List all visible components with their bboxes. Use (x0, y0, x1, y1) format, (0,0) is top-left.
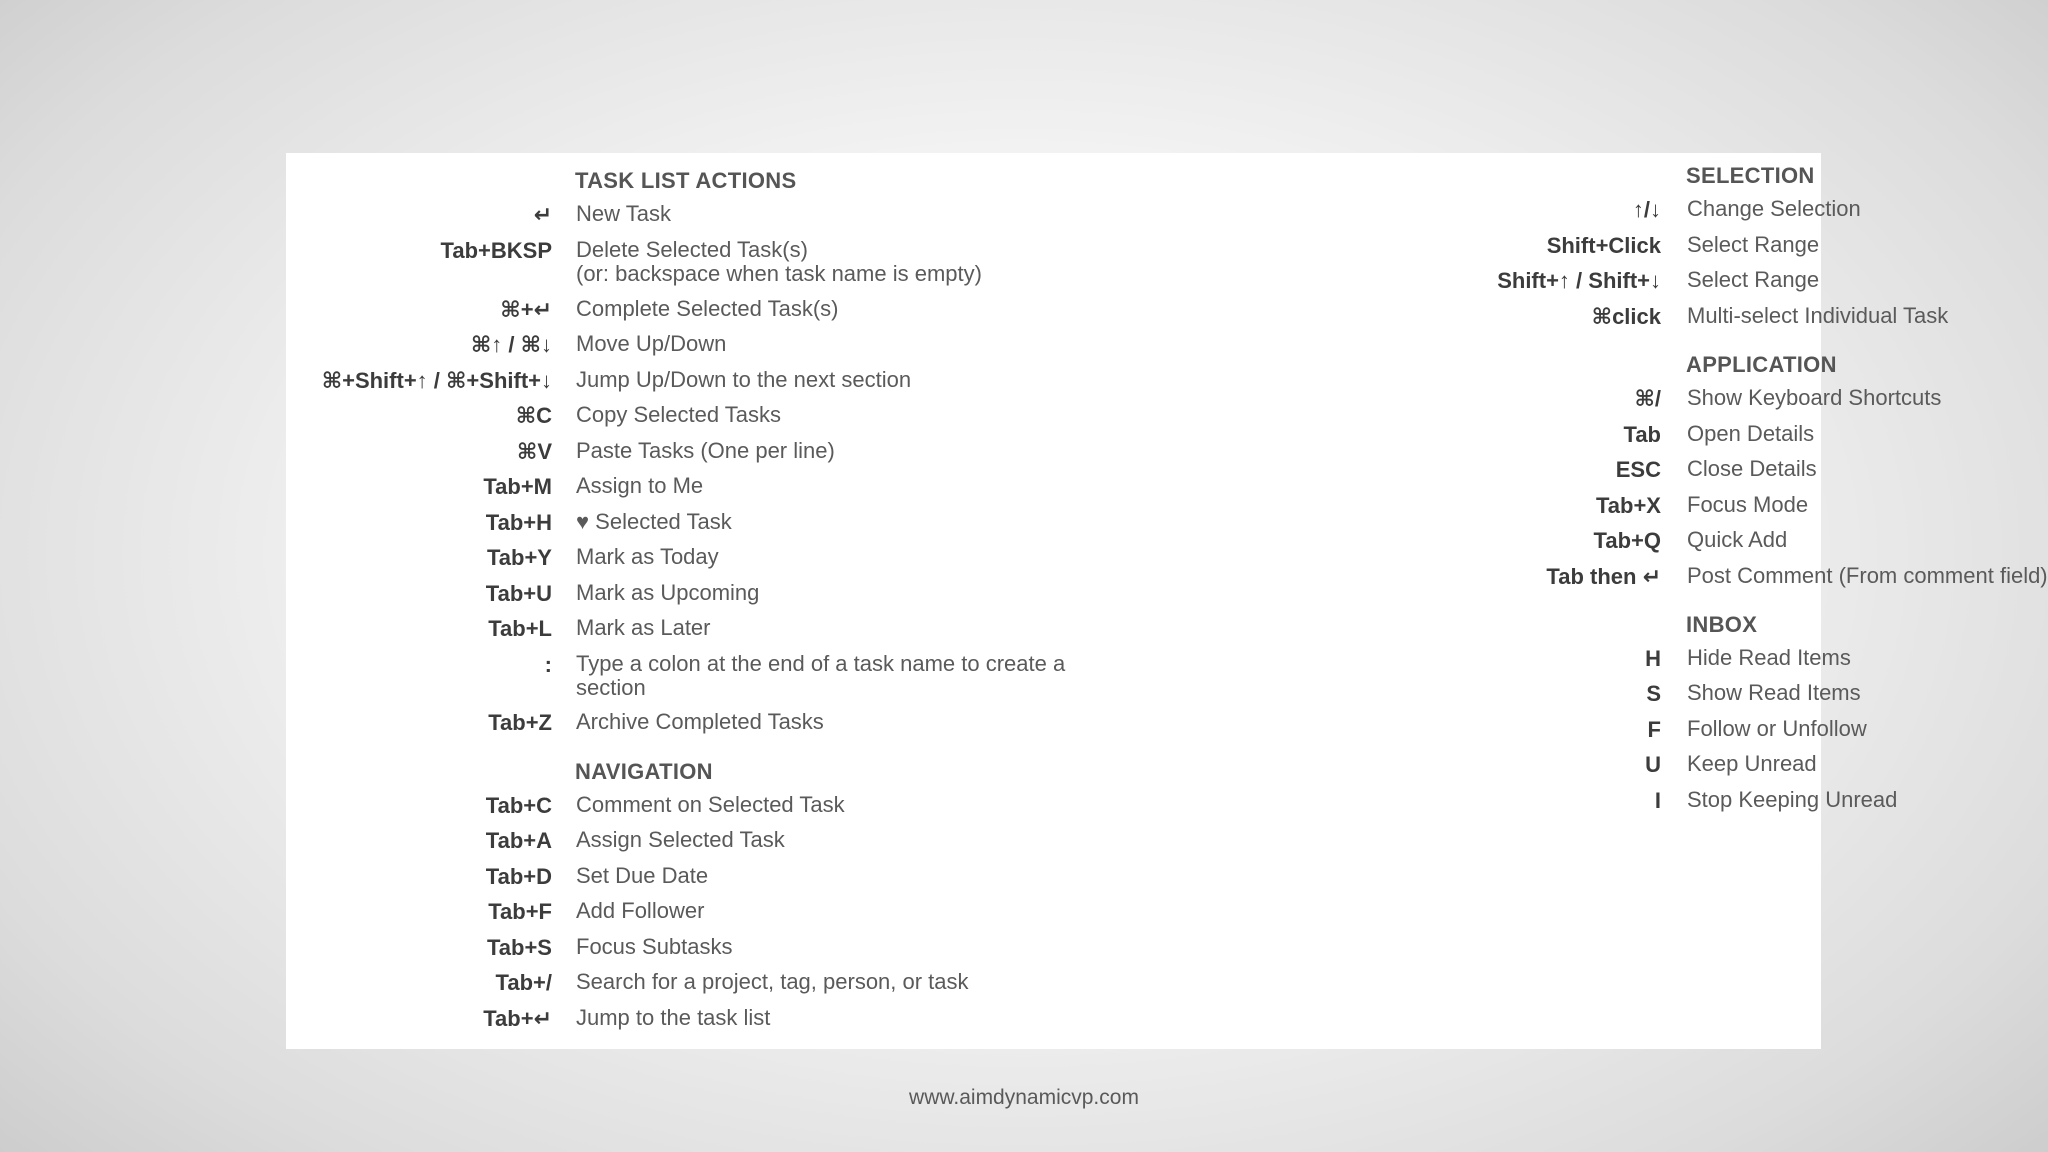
section-heading-selection: SELECTION (1686, 163, 1815, 188)
shortcut-desc: Focus Mode (1687, 492, 1809, 517)
shortcut-desc: Assign to Me (576, 473, 704, 498)
shortcut-key: Tab+X (1595, 493, 1661, 518)
shortcut-key: ⌘↑ / ⌘↓ (470, 332, 552, 357)
shortcut-key: Tab+F (488, 899, 552, 924)
shortcut-key: Tab+H (485, 510, 552, 535)
shortcut-key: Tab+Z (488, 710, 552, 735)
shortcut-desc: Keep Unread (1687, 751, 1817, 776)
shortcut-desc-note: section (576, 675, 646, 700)
shortcut-key: Tab+C (485, 793, 552, 818)
shortcut-key: ⌘V (516, 439, 552, 464)
shortcut-desc: Post Comment (From comment field) (1687, 563, 2048, 588)
shortcut-desc: Show Read Items (1687, 680, 1861, 705)
shortcut-desc: Jump Up/Down to the next section (576, 367, 912, 392)
shortcut-desc-note: (or: backspace when task name is empty) (576, 261, 982, 286)
shortcut-desc: Move Up/Down (576, 331, 727, 356)
shortcut-key: ⌘+↵ (500, 297, 552, 322)
shortcut-key: Tab+U (485, 581, 552, 606)
shortcut-key: Tab+L (488, 616, 552, 641)
shortcut-key: ⌘+Shift+↑ / ⌘+Shift+↓ (321, 368, 552, 393)
shortcut-desc-main: Delete Selected Task(s) (576, 237, 808, 262)
shortcut-key: Tab+Y (486, 545, 552, 570)
section-heading-inbox: INBOX (1686, 612, 1758, 637)
shortcut-desc: Focus Subtasks (576, 934, 733, 959)
shortcut-key: U (1645, 752, 1661, 777)
shortcut-key: Tab then ↵ (1546, 564, 1661, 589)
shortcut-desc: Set Due Date (576, 863, 709, 888)
shortcut-desc: New Task (576, 201, 671, 226)
shortcut-key: S (1646, 681, 1661, 706)
shortcut-desc: Copy Selected Tasks (576, 402, 782, 427)
shortcut-key: Tab+BKSP (440, 238, 552, 263)
shortcut-key: Shift+Click (1546, 233, 1661, 258)
shortcut-desc: Multi-select Individual Task (1687, 303, 1949, 328)
shortcut-desc: Show Keyboard Shortcuts (1687, 385, 1942, 410)
shortcut-desc: Hide Read Items (1687, 645, 1851, 670)
shortcut-key: Tab+Q (1593, 528, 1661, 553)
shortcut-key: ESC (1615, 457, 1661, 482)
shortcut-key: Tab+/ (495, 970, 552, 995)
shortcut-key: H (1645, 646, 1661, 671)
section-heading-application: APPLICATION (1686, 352, 1837, 377)
shortcut-desc: Stop Keeping Unread (1687, 787, 1898, 812)
shortcut-key: ⌘click (1591, 304, 1661, 329)
shortcut-desc: Mark as Upcoming (576, 580, 760, 605)
section-heading-navigation: NAVIGATION (575, 759, 713, 784)
shortcut-desc: Add Follower (576, 898, 705, 923)
footer-url: www.aimdynamicvp.com (909, 1086, 1139, 1109)
shortcut-desc: Complete Selected Task(s) (576, 296, 839, 321)
shortcut-key: Tab+D (485, 864, 552, 889)
shortcut-key: I (1654, 788, 1661, 813)
shortcut-desc: Open Details (1687, 421, 1815, 446)
shortcut-key: ⌘C (515, 403, 552, 428)
shortcut-key: Tab+A (485, 828, 552, 853)
shortcut-desc (576, 238, 982, 286)
shortcut-key: Tab (1623, 422, 1661, 447)
shortcut-key: ↑/↓ (1632, 197, 1661, 222)
shortcut-desc: Quick Add (1687, 527, 1788, 552)
shortcut-key: ⌘/ (1634, 386, 1661, 411)
section-heading-task-list-actions: TASK LIST ACTIONS (575, 168, 797, 193)
shortcut-desc: Select Range (1687, 267, 1820, 292)
shortcut-sheet (286, 153, 2048, 1049)
shortcut-desc: Mark as Later (576, 615, 711, 640)
shortcut-key: Tab+↵ (483, 1006, 552, 1031)
shortcut-desc: Archive Completed Tasks (576, 709, 824, 734)
shortcut-desc: Jump to the task list (576, 1005, 771, 1030)
shortcut-desc: Assign Selected Task (576, 827, 785, 852)
shortcut-key: ↵ (533, 202, 552, 227)
shortcut-desc: Mark as Today (576, 544, 719, 569)
shortcut-desc (576, 652, 1065, 700)
shortcut-key: Shift+↑ / Shift+↓ (1497, 268, 1661, 293)
shortcut-desc: Paste Tasks (One per line) (576, 438, 835, 463)
shortcut-desc: Comment on Selected Task (576, 792, 845, 817)
shortcut-key: Tab+M (483, 474, 552, 499)
shortcut-key: : (544, 652, 552, 677)
shortcut-desc: Search for a project, tag, person, or task (576, 969, 969, 994)
shortcut-desc: Select Range (1687, 232, 1820, 257)
shortcut-desc: Follow or Unfollow (1687, 716, 1867, 741)
shortcut-desc: Change Selection (1687, 196, 1861, 221)
shortcut-desc-main: Type a colon at the end of a task name to create a (576, 651, 1066, 676)
shortcut-desc: ♥ Selected Task (576, 509, 732, 534)
shortcut-desc: Close Details (1687, 456, 1817, 481)
shortcut-key: Tab+S (486, 935, 552, 960)
shortcut-key: F (1647, 717, 1661, 742)
